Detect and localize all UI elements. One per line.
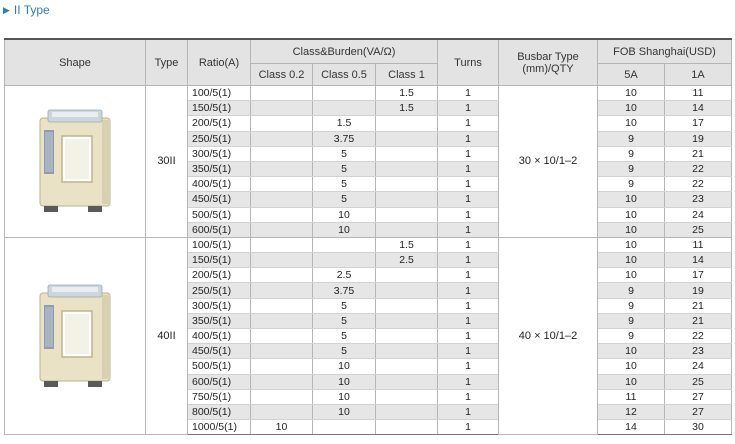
price-1a-cell: 22 bbox=[665, 329, 732, 344]
price-5a-cell: 10 bbox=[598, 192, 665, 207]
class-02-cell bbox=[251, 177, 313, 192]
shape-cell bbox=[5, 86, 146, 238]
price-5a-cell: 9 bbox=[598, 298, 665, 313]
price-5a-cell: 10 bbox=[598, 222, 665, 237]
class-02-cell: 10 bbox=[251, 420, 313, 435]
price-1a-cell: 25 bbox=[665, 374, 732, 389]
type-cell: 40II bbox=[146, 237, 188, 434]
turns-cell: 1 bbox=[438, 253, 499, 268]
price-1a-cell: 11 bbox=[665, 86, 732, 101]
turns-cell: 1 bbox=[438, 192, 499, 207]
class-1-cell bbox=[376, 344, 438, 359]
price-1a-cell: 14 bbox=[665, 253, 732, 268]
price-5a-cell: 9 bbox=[598, 283, 665, 298]
price-1a-cell: 24 bbox=[665, 359, 732, 374]
turns-cell: 1 bbox=[438, 207, 499, 222]
header-class-02: Class 0.2 bbox=[251, 64, 313, 86]
price-5a-cell: 10 bbox=[598, 86, 665, 101]
class-02-cell bbox=[251, 313, 313, 328]
type-cell: 30II bbox=[146, 86, 188, 238]
price-1a-cell: 27 bbox=[665, 404, 732, 419]
ratio-cell: 450/5(1) bbox=[188, 344, 251, 359]
class-02-cell bbox=[251, 86, 313, 101]
class-05-cell bbox=[313, 237, 376, 252]
class-1-cell bbox=[376, 283, 438, 298]
turns-cell: 1 bbox=[438, 344, 499, 359]
ratio-cell: 300/5(1) bbox=[188, 146, 251, 161]
ratio-cell: 500/5(1) bbox=[188, 359, 251, 374]
table-row bbox=[5, 237, 732, 252]
triangle-right-icon: ▶ bbox=[3, 4, 10, 15]
header-type: Type bbox=[146, 39, 188, 86]
class-02-cell bbox=[251, 359, 313, 374]
turns-cell: 1 bbox=[438, 116, 499, 131]
class-02-cell bbox=[251, 101, 313, 116]
price-1a-cell: 17 bbox=[665, 116, 732, 131]
class-02-cell bbox=[251, 131, 313, 146]
class-05-cell: 5 bbox=[313, 329, 376, 344]
price-5a-cell: 10 bbox=[598, 101, 665, 116]
price-1a-cell: 21 bbox=[665, 298, 732, 313]
class-1-cell: 1.5 bbox=[376, 101, 438, 116]
ratio-cell: 200/5(1) bbox=[188, 116, 251, 131]
turns-cell: 1 bbox=[438, 374, 499, 389]
price-5a-cell: 9 bbox=[598, 313, 665, 328]
class-05-cell: 10 bbox=[313, 359, 376, 374]
class-1-cell bbox=[376, 359, 438, 374]
price-5a-cell: 9 bbox=[598, 131, 665, 146]
class-05-cell bbox=[313, 253, 376, 268]
class-1-cell: 2.5 bbox=[376, 253, 438, 268]
turns-cell: 1 bbox=[438, 268, 499, 283]
turns-cell: 1 bbox=[438, 146, 499, 161]
header-class-burden: Class&Burden(VA/Ω) bbox=[251, 39, 438, 64]
price-5a-cell: 10 bbox=[598, 344, 665, 359]
class-02-cell bbox=[251, 146, 313, 161]
class-02-cell bbox=[251, 404, 313, 419]
ratio-cell: 750/5(1) bbox=[188, 389, 251, 404]
price-1a-cell: 17 bbox=[665, 268, 732, 283]
class-02-cell bbox=[251, 192, 313, 207]
class-02-cell bbox=[251, 116, 313, 131]
ratio-cell: 800/5(1) bbox=[188, 404, 251, 419]
price-5a-cell: 12 bbox=[598, 404, 665, 419]
class-1-cell bbox=[376, 374, 438, 389]
class-1-cell bbox=[376, 222, 438, 237]
ratio-cell: 450/5(1) bbox=[188, 192, 251, 207]
price-5a-cell: 10 bbox=[598, 207, 665, 222]
ratio-cell: 150/5(1) bbox=[188, 101, 251, 116]
class-05-cell: 5 bbox=[313, 146, 376, 161]
class-1-cell bbox=[376, 420, 438, 435]
turns-cell: 1 bbox=[438, 298, 499, 313]
class-05-cell: 5 bbox=[313, 313, 376, 328]
price-5a-cell: 10 bbox=[598, 237, 665, 252]
header-shape: Shape bbox=[5, 39, 146, 86]
header-busbar-line1: Busbar Type bbox=[517, 50, 579, 63]
price-1a-cell: 19 bbox=[665, 283, 732, 298]
class-02-cell bbox=[251, 207, 313, 222]
ratio-cell: 100/5(1) bbox=[188, 86, 251, 101]
turns-cell: 1 bbox=[438, 177, 499, 192]
class-02-cell bbox=[251, 298, 313, 313]
class-05-cell: 10 bbox=[313, 207, 376, 222]
price-1a-cell: 27 bbox=[665, 389, 732, 404]
class-1-cell bbox=[376, 313, 438, 328]
class-05-cell bbox=[313, 420, 376, 435]
class-1-cell bbox=[376, 389, 438, 404]
class-05-cell: 3.75 bbox=[313, 131, 376, 146]
header-ratio: Ratio(A) bbox=[188, 39, 251, 86]
class-02-cell bbox=[251, 374, 313, 389]
turns-cell: 1 bbox=[438, 283, 499, 298]
header-turns: Turns bbox=[438, 39, 499, 86]
price-1a-cell: 25 bbox=[665, 222, 732, 237]
price-5a-cell: 11 bbox=[598, 389, 665, 404]
price-1a-cell: 22 bbox=[665, 161, 732, 176]
header-fob: FOB Shanghai(USD) bbox=[598, 39, 732, 64]
busbar-cell: 40 × 10/1–2 bbox=[499, 237, 598, 434]
class-02-cell bbox=[251, 161, 313, 176]
price-1a-cell: 22 bbox=[665, 177, 732, 192]
price-5a-cell: 10 bbox=[598, 116, 665, 131]
ratio-cell: 200/5(1) bbox=[188, 268, 251, 283]
class-1-cell: 1.5 bbox=[376, 237, 438, 252]
class-02-cell bbox=[251, 253, 313, 268]
price-5a-cell: 10 bbox=[598, 359, 665, 374]
turns-cell: 1 bbox=[438, 101, 499, 116]
class-1-cell bbox=[376, 131, 438, 146]
class-1-cell bbox=[376, 404, 438, 419]
ratio-cell: 400/5(1) bbox=[188, 177, 251, 192]
class-02-cell bbox=[251, 222, 313, 237]
turns-cell: 1 bbox=[438, 404, 499, 419]
class-05-cell bbox=[313, 101, 376, 116]
class-05-cell: 5 bbox=[313, 298, 376, 313]
ratio-cell: 350/5(1) bbox=[188, 161, 251, 176]
class-1-cell bbox=[376, 161, 438, 176]
price-1a-cell: 21 bbox=[665, 146, 732, 161]
class-05-cell bbox=[313, 86, 376, 101]
ratio-cell: 600/5(1) bbox=[188, 374, 251, 389]
class-02-cell bbox=[251, 237, 313, 252]
class-05-cell: 10 bbox=[313, 389, 376, 404]
section-title: II Type bbox=[13, 3, 50, 17]
class-1-cell bbox=[376, 329, 438, 344]
class-1-cell bbox=[376, 116, 438, 131]
class-02-cell bbox=[251, 283, 313, 298]
ratio-cell: 600/5(1) bbox=[188, 222, 251, 237]
price-1a-cell: 19 bbox=[665, 131, 732, 146]
turns-cell: 1 bbox=[438, 131, 499, 146]
turns-cell: 1 bbox=[438, 329, 499, 344]
price-1a-cell: 23 bbox=[665, 192, 732, 207]
header-price-5a: 5A bbox=[598, 64, 665, 86]
class-1-cell bbox=[376, 298, 438, 313]
class-05-cell: 10 bbox=[313, 374, 376, 389]
price-5a-cell: 10 bbox=[598, 253, 665, 268]
class-05-cell: 5 bbox=[313, 344, 376, 359]
class-05-cell: 3.75 bbox=[313, 283, 376, 298]
turns-cell: 1 bbox=[438, 359, 499, 374]
class-1-cell bbox=[376, 177, 438, 192]
ratio-cell: 250/5(1) bbox=[188, 283, 251, 298]
class-05-cell: 10 bbox=[313, 404, 376, 419]
price-1a-cell: 11 bbox=[665, 237, 732, 252]
turns-cell: 1 bbox=[438, 237, 499, 252]
section-heading bbox=[3, 2, 50, 18]
table-row bbox=[5, 86, 732, 101]
class-05-cell: 5 bbox=[313, 161, 376, 176]
header-busbar-line2: (mm)/QTY bbox=[522, 62, 574, 75]
class-02-cell bbox=[251, 268, 313, 283]
current-transformer-image bbox=[32, 283, 118, 389]
ratio-cell: 350/5(1) bbox=[188, 313, 251, 328]
price-5a-cell: 9 bbox=[598, 177, 665, 192]
class-05-cell: 5 bbox=[313, 192, 376, 207]
price-1a-cell: 30 bbox=[665, 420, 732, 435]
class-1-cell bbox=[376, 192, 438, 207]
turns-cell: 1 bbox=[438, 313, 499, 328]
turns-cell: 1 bbox=[438, 420, 499, 435]
price-5a-cell: 14 bbox=[598, 420, 665, 435]
turns-cell: 1 bbox=[438, 389, 499, 404]
class-1-cell bbox=[376, 146, 438, 161]
price-1a-cell: 14 bbox=[665, 101, 732, 116]
ratio-cell: 1000/5(1) bbox=[188, 420, 251, 435]
price-1a-cell: 24 bbox=[665, 207, 732, 222]
shape-cell bbox=[5, 237, 146, 434]
ratio-cell: 300/5(1) bbox=[188, 298, 251, 313]
class-1-cell bbox=[376, 268, 438, 283]
class-05-cell: 5 bbox=[313, 177, 376, 192]
price-1a-cell: 21 bbox=[665, 313, 732, 328]
turns-cell: 1 bbox=[438, 222, 499, 237]
ratio-cell: 150/5(1) bbox=[188, 253, 251, 268]
ratio-cell: 100/5(1) bbox=[188, 237, 251, 252]
header-price-1a: 1A bbox=[665, 64, 732, 86]
header-class-1: Class 1 bbox=[376, 64, 438, 86]
class-1-cell: 1.5 bbox=[376, 86, 438, 101]
ratio-cell: 400/5(1) bbox=[188, 329, 251, 344]
busbar-cell: 30 × 10/1–2 bbox=[499, 86, 598, 238]
price-1a-cell: 23 bbox=[665, 344, 732, 359]
current-transformer-image bbox=[32, 108, 118, 214]
price-5a-cell: 10 bbox=[598, 268, 665, 283]
price-5a-cell: 9 bbox=[598, 161, 665, 176]
class-05-cell: 10 bbox=[313, 222, 376, 237]
class-02-cell bbox=[251, 344, 313, 359]
turns-cell: 1 bbox=[438, 161, 499, 176]
price-5a-cell: 9 bbox=[598, 329, 665, 344]
header-busbar bbox=[499, 39, 598, 86]
header-class-05: Class 0.5 bbox=[313, 64, 376, 86]
class-05-cell: 2.5 bbox=[313, 268, 376, 283]
ratio-cell: 500/5(1) bbox=[188, 207, 251, 222]
class-02-cell bbox=[251, 329, 313, 344]
class-1-cell bbox=[376, 207, 438, 222]
class-05-cell: 1.5 bbox=[313, 116, 376, 131]
turns-cell: 1 bbox=[438, 86, 499, 101]
price-table bbox=[4, 38, 732, 435]
price-5a-cell: 9 bbox=[598, 146, 665, 161]
price-5a-cell: 10 bbox=[598, 374, 665, 389]
ratio-cell: 250/5(1) bbox=[188, 131, 251, 146]
class-02-cell bbox=[251, 389, 313, 404]
